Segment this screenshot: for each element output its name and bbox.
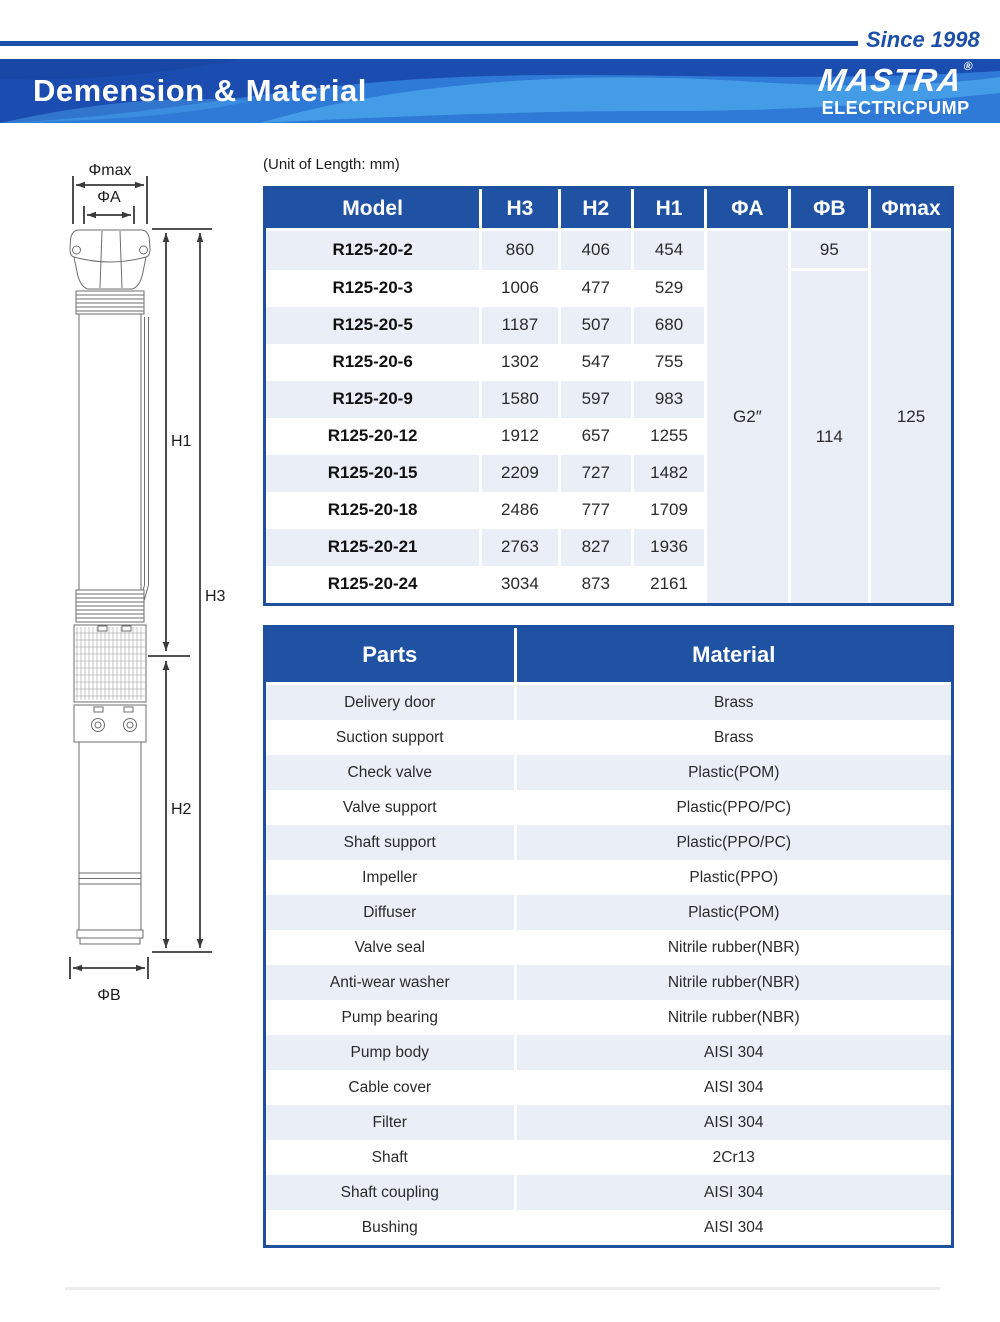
h1-label: H1: [171, 433, 192, 450]
table-cell: 2763: [481, 529, 559, 566]
brand-logo: [816, 59, 975, 118]
part-cell: Pump bearing: [266, 1000, 515, 1035]
table-cell: 680: [632, 307, 705, 344]
table-cell: 827: [559, 529, 632, 566]
model-cell: R125-20-9: [266, 381, 481, 418]
part-cell: Diffuser: [266, 895, 515, 930]
part-cell: Impeller: [266, 860, 515, 895]
part-cell: Delivery door: [266, 684, 515, 721]
footer-divider-line: [65, 1287, 940, 1290]
parts-material-table: [266, 628, 951, 1245]
table-cell: 777: [559, 492, 632, 529]
dimension-table-container: [263, 186, 954, 606]
material-cell: Plastic(PPO): [515, 860, 951, 895]
table-row: [266, 1000, 951, 1035]
column-header: Φmax: [870, 189, 951, 230]
part-cell: Suction support: [266, 720, 515, 755]
material-cell: Brass: [515, 684, 951, 721]
material-cell: Nitrile rubber(NBR): [515, 965, 951, 1000]
part-cell: Valve seal: [266, 930, 515, 965]
parts-table-container: [263, 625, 954, 1248]
model-cell: R125-20-18: [266, 492, 481, 529]
material-cell: Plastic(PPO/PC): [515, 825, 951, 860]
table-cell: 454: [632, 230, 705, 270]
table-cell: 873: [559, 566, 632, 603]
column-header: Model: [266, 189, 481, 230]
phi-b-label: ΦB: [97, 987, 121, 1004]
table-row: [266, 930, 951, 965]
table-cell: 1912: [481, 418, 559, 455]
brand-name: MASTRA: [816, 62, 965, 98]
table-cell: 507: [559, 307, 632, 344]
table-cell: 2486: [481, 492, 559, 529]
table-row: [266, 1105, 951, 1140]
material-cell: AISI 304: [515, 1105, 951, 1140]
material-cell: Plastic(PPO/PC): [515, 790, 951, 825]
registered-trademark-icon: ®: [963, 59, 975, 73]
part-cell: Pump body: [266, 1035, 515, 1070]
material-cell: Plastic(POM): [515, 755, 951, 790]
page-title: Demension & Material: [33, 73, 367, 108]
part-cell: Bushing: [266, 1210, 515, 1245]
dimension-table: [266, 189, 951, 603]
column-header: Material: [515, 628, 951, 684]
table-row: [266, 230, 951, 270]
unit-note: (Unit of Length: mm): [263, 156, 400, 173]
table-row: [266, 1140, 951, 1175]
phi-b-merged-cell: 114: [789, 270, 869, 603]
model-cell: R125-20-15: [266, 455, 481, 492]
part-cell: Shaft: [266, 1140, 515, 1175]
table-cell: 727: [559, 455, 632, 492]
pump-outline: [70, 230, 150, 944]
column-header: H3: [481, 189, 559, 230]
material-cell: AISI 304: [515, 1175, 951, 1210]
table-row: [266, 895, 951, 930]
table-cell: 597: [559, 381, 632, 418]
table-row: [266, 1070, 951, 1105]
phi-a-label: ΦA: [97, 189, 121, 206]
table-cell: 1006: [481, 270, 559, 307]
model-cell: R125-20-5: [266, 307, 481, 344]
table-row: [266, 720, 951, 755]
table-row: [266, 684, 951, 721]
material-cell: Plastic(POM): [515, 895, 951, 930]
table-cell: 755: [632, 344, 705, 381]
material-cell: Nitrile rubber(NBR): [515, 1000, 951, 1035]
table-cell: 1255: [632, 418, 705, 455]
table-row: [266, 860, 951, 895]
dimension-table-header-row: [266, 189, 951, 230]
table-cell: 860: [481, 230, 559, 270]
model-cell: R125-20-24: [266, 566, 481, 603]
table-row: [266, 825, 951, 860]
table-cell: 1482: [632, 455, 705, 492]
table-cell: 547: [559, 344, 632, 381]
h3-label: H3: [205, 588, 226, 605]
table-row: [266, 1175, 951, 1210]
table-row: [266, 1210, 951, 1245]
model-cell: R125-20-3: [266, 270, 481, 307]
material-cell: Nitrile rubber(NBR): [515, 930, 951, 965]
since-label: Since 1998: [866, 27, 980, 52]
phi-a-merged-cell: G2″: [706, 230, 789, 603]
table-cell: 1580: [481, 381, 559, 418]
pump-technical-drawing: [30, 145, 245, 1015]
table-cell: 3034: [481, 566, 559, 603]
top-divider-line: [0, 41, 858, 46]
material-cell: AISI 304: [515, 1070, 951, 1105]
phi-b-first-cell: 95: [789, 230, 869, 270]
part-cell: Valve support: [266, 790, 515, 825]
table-row: [266, 1035, 951, 1070]
model-cell: R125-20-2: [266, 230, 481, 270]
table-row: [266, 270, 951, 307]
table-cell: 529: [632, 270, 705, 307]
phi-max-merged-cell: 125: [870, 230, 951, 603]
table-cell: 2161: [632, 566, 705, 603]
phi-max-label: Φmax: [88, 162, 132, 179]
model-cell: R125-20-6: [266, 344, 481, 381]
brand-subtitle: ELECTRICPUMP: [821, 98, 970, 118]
column-header: Parts: [266, 628, 515, 684]
table-cell: 477: [559, 270, 632, 307]
table-cell: 1302: [481, 344, 559, 381]
part-cell: Anti-wear washer: [266, 965, 515, 1000]
table-row: [266, 965, 951, 1000]
column-header: H2: [559, 189, 632, 230]
part-cell: Check valve: [266, 755, 515, 790]
material-cell: Brass: [515, 720, 951, 755]
material-cell: AISI 304: [515, 1210, 951, 1245]
part-cell: Filter: [266, 1105, 515, 1140]
table-cell: 1187: [481, 307, 559, 344]
table-cell: 1709: [632, 492, 705, 529]
part-cell: Shaft coupling: [266, 1175, 515, 1210]
table-cell: 406: [559, 230, 632, 270]
part-cell: Cable cover: [266, 1070, 515, 1105]
table-cell: 1936: [632, 529, 705, 566]
column-header: H1: [632, 189, 705, 230]
column-header: ΦA: [706, 189, 789, 230]
parts-table-header-row: [266, 628, 951, 684]
part-cell: Shaft support: [266, 825, 515, 860]
table-cell: 657: [559, 418, 632, 455]
model-cell: R125-20-12: [266, 418, 481, 455]
table-row: [266, 790, 951, 825]
header-banner: [0, 59, 1000, 123]
table-cell: 2209: [481, 455, 559, 492]
material-cell: 2Cr13: [515, 1140, 951, 1175]
table-row: [266, 755, 951, 790]
material-cell: AISI 304: [515, 1035, 951, 1070]
table-cell: 983: [632, 381, 705, 418]
model-cell: R125-20-21: [266, 529, 481, 566]
h2-label: H2: [171, 801, 192, 818]
column-header: ΦB: [789, 189, 869, 230]
